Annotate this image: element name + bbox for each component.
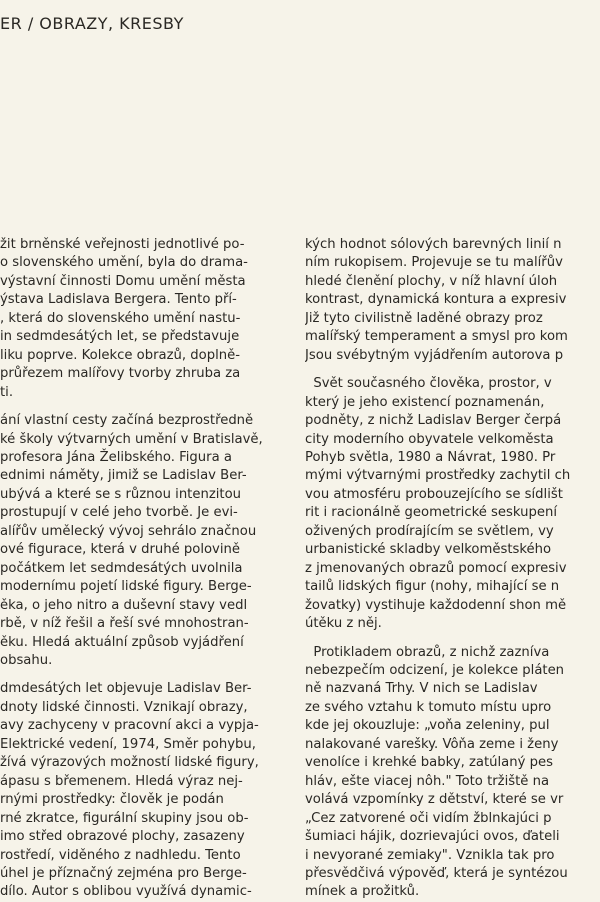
text-line: dmdesátých let objevuje Ladislav Ber- [0, 681, 252, 697]
text-line: avy zachyceny v pracovní akci a vypja- [0, 718, 259, 734]
text-line: rostředí, viděného z nadhledu. Tento [0, 847, 241, 863]
text-line: ké školy výtvarných umění v Bratislavě, [0, 431, 263, 447]
paragraph [305, 644, 600, 902]
text-line: Jsou svébytným vyjádřením autorova p [305, 347, 564, 363]
text-line: ubývá a které se s různou intenzitou [0, 486, 242, 502]
text-line: Protikladem obrazů, z nichž zazníva [305, 644, 550, 660]
text-line: kých hodnot sólových barevných linií n [305, 237, 562, 252]
text-line: nalakované varešky. Vôňa zeme i ženy [305, 736, 559, 752]
text-line: venolíce i krehké babky, zatúlaný pes [305, 755, 553, 771]
text-line: ání vlastní cesty začíná bezprostředně [0, 413, 254, 429]
text-line: alířův umělecký vývoj sehrálo značnou [0, 523, 257, 539]
paragraph [305, 236, 600, 365]
text-line: rbě, v níž řešil a řeší své mnohostran- [0, 616, 249, 632]
text-line: šumiaci hájik, dozrievajúci ovos, ďateli [305, 829, 560, 845]
text-line: výstavní činnosti Domu umění města [0, 273, 246, 289]
text-line: dílo. Autor s oblibou využívá dynamic- [0, 884, 252, 900]
text-line: ednimi náměty, jimiž se Ladislav Ber- [0, 468, 247, 484]
text-line: malířský temperament a smysl pro kom [305, 329, 568, 345]
text-line: ním rukopisem. Projevuje se tu malířův [305, 255, 563, 271]
text-line: rnými prostředky: člověk je podán [0, 792, 224, 808]
left-text-column [0, 236, 282, 902]
text-line: imo střed obrazové plochy, zasazeny [0, 829, 245, 845]
text-line: který je jeho existencí poznamenán, [305, 394, 545, 410]
paragraph [0, 236, 282, 402]
text-line: ně nazvaná Trhy. V nich se Ladislav [305, 681, 538, 697]
text-line: počátkem let sedmdesátých uvolnila [0, 560, 243, 576]
text-line: útěku z něj. [305, 616, 382, 632]
text-line: Svět současného člověka, prostor, v [305, 376, 552, 392]
text-line: Již tyto civilistně laděné obrazy proz [305, 310, 543, 326]
text-line: kde jej okouzluje: „voňa zeleniny, pul [305, 718, 550, 734]
text-line: ové figurace, která v druhé polovině [0, 542, 241, 558]
text-line: ěku. Hledá aktuální způsob vyjádření [0, 634, 244, 650]
text-line: žívá výrazových možností lidské figury, [0, 755, 259, 771]
text-line: in sedmdesátých let, se představuje [0, 329, 240, 345]
text-line: liku poprve. Kolekce obrazů, doplně- [0, 347, 240, 363]
text-line: žit brněnské veřejnosti jednotlivé po- [0, 237, 245, 252]
text-line: prostupují v celé jeho tvorbě. Je evi- [0, 505, 238, 521]
text-line: úhel je příznačný zejména pro Berge- [0, 865, 247, 881]
text-line: mínek a prožitků. [305, 884, 420, 900]
text-line: žovatky) vystihuje každodenní shon mě [305, 597, 567, 613]
text-line: tailů lidských figur (nohy, mihající se n [305, 579, 560, 595]
text-line: ýstava Ladislava Bergera. Tento pří- [0, 292, 237, 308]
text-line: podněty, z nichž Ladislav Berger čerpá [305, 413, 562, 429]
text-line: rit i racionálně geometrické seskupení [305, 505, 557, 521]
text-line: hláv, ešte viacej nôh." Toto tržiště na [305, 773, 550, 789]
text-line: ěka, o jeho nitro a duševní stavy vedl [0, 597, 248, 613]
text-line: z jmenovaných obrazů pomocí expresiv [305, 560, 567, 576]
paragraph [0, 412, 282, 670]
text-line: obsahu. [0, 652, 53, 668]
text-line: „Cez zatvorené oči vidím žblnkajúci p [305, 810, 552, 826]
text-line: rné zkratce, figurální skupiny jsou ob- [0, 810, 249, 826]
text-line: kontrast, dynamická kontura a expresiv [305, 292, 567, 308]
text-line: i nevyorané zemiaky". Vznikla tak pro [305, 847, 555, 863]
text-line: , která do slovenského umění nastu- [0, 310, 241, 326]
text-line: urbanistické skladby velkoměstského [305, 542, 552, 558]
paragraph [0, 680, 282, 901]
text-line: oživených prodírajícím se světlem, vy [305, 523, 554, 539]
text-line: průřezem malířovy tvorby zhruba za [0, 366, 241, 382]
text-line: city moderního obyvatele velkoměsta [305, 431, 554, 447]
text-line: mými výtvarnými prostředky zachytil ch [305, 468, 571, 484]
text-line: vou atmosféru probouzejícího se sídlišt [305, 486, 563, 502]
text-line: nebezpečím odcizení, je kolekce pláten [305, 662, 565, 678]
text-line: ápasu s břemenem. Hledá výraz nej- [0, 773, 243, 789]
right-text-column [305, 236, 600, 902]
text-line: profesora Jána Želibského. Figura a [0, 449, 232, 465]
text-line: ze svého vztahu k tomuto místu upro [305, 699, 552, 715]
text-line: o slovenského umění, byla do drama- [0, 255, 248, 271]
text-line: ti. [0, 384, 14, 400]
text-line: dnoty lidské činnosti. Vznikají obrazy, [0, 699, 248, 715]
text-line: Elektrické vedení, 1974, Směr pohybu, [0, 736, 256, 752]
running-header: ER / OBRAZY, KRESBY [0, 14, 184, 33]
text-line: přesvědčivá výpověď, která je syntézou [305, 865, 568, 881]
text-line: volává vzpomínky z dětství, které se vr [305, 792, 564, 808]
text-line: Pohyb světla, 1980 a Návrat, 1980. Pr [305, 449, 556, 465]
paragraph [305, 375, 600, 633]
text-line: hledé členění plochy, v níž hlavní úloh [305, 273, 558, 289]
text-line: modernímu pojetí lidské figury. Berge- [0, 579, 252, 595]
